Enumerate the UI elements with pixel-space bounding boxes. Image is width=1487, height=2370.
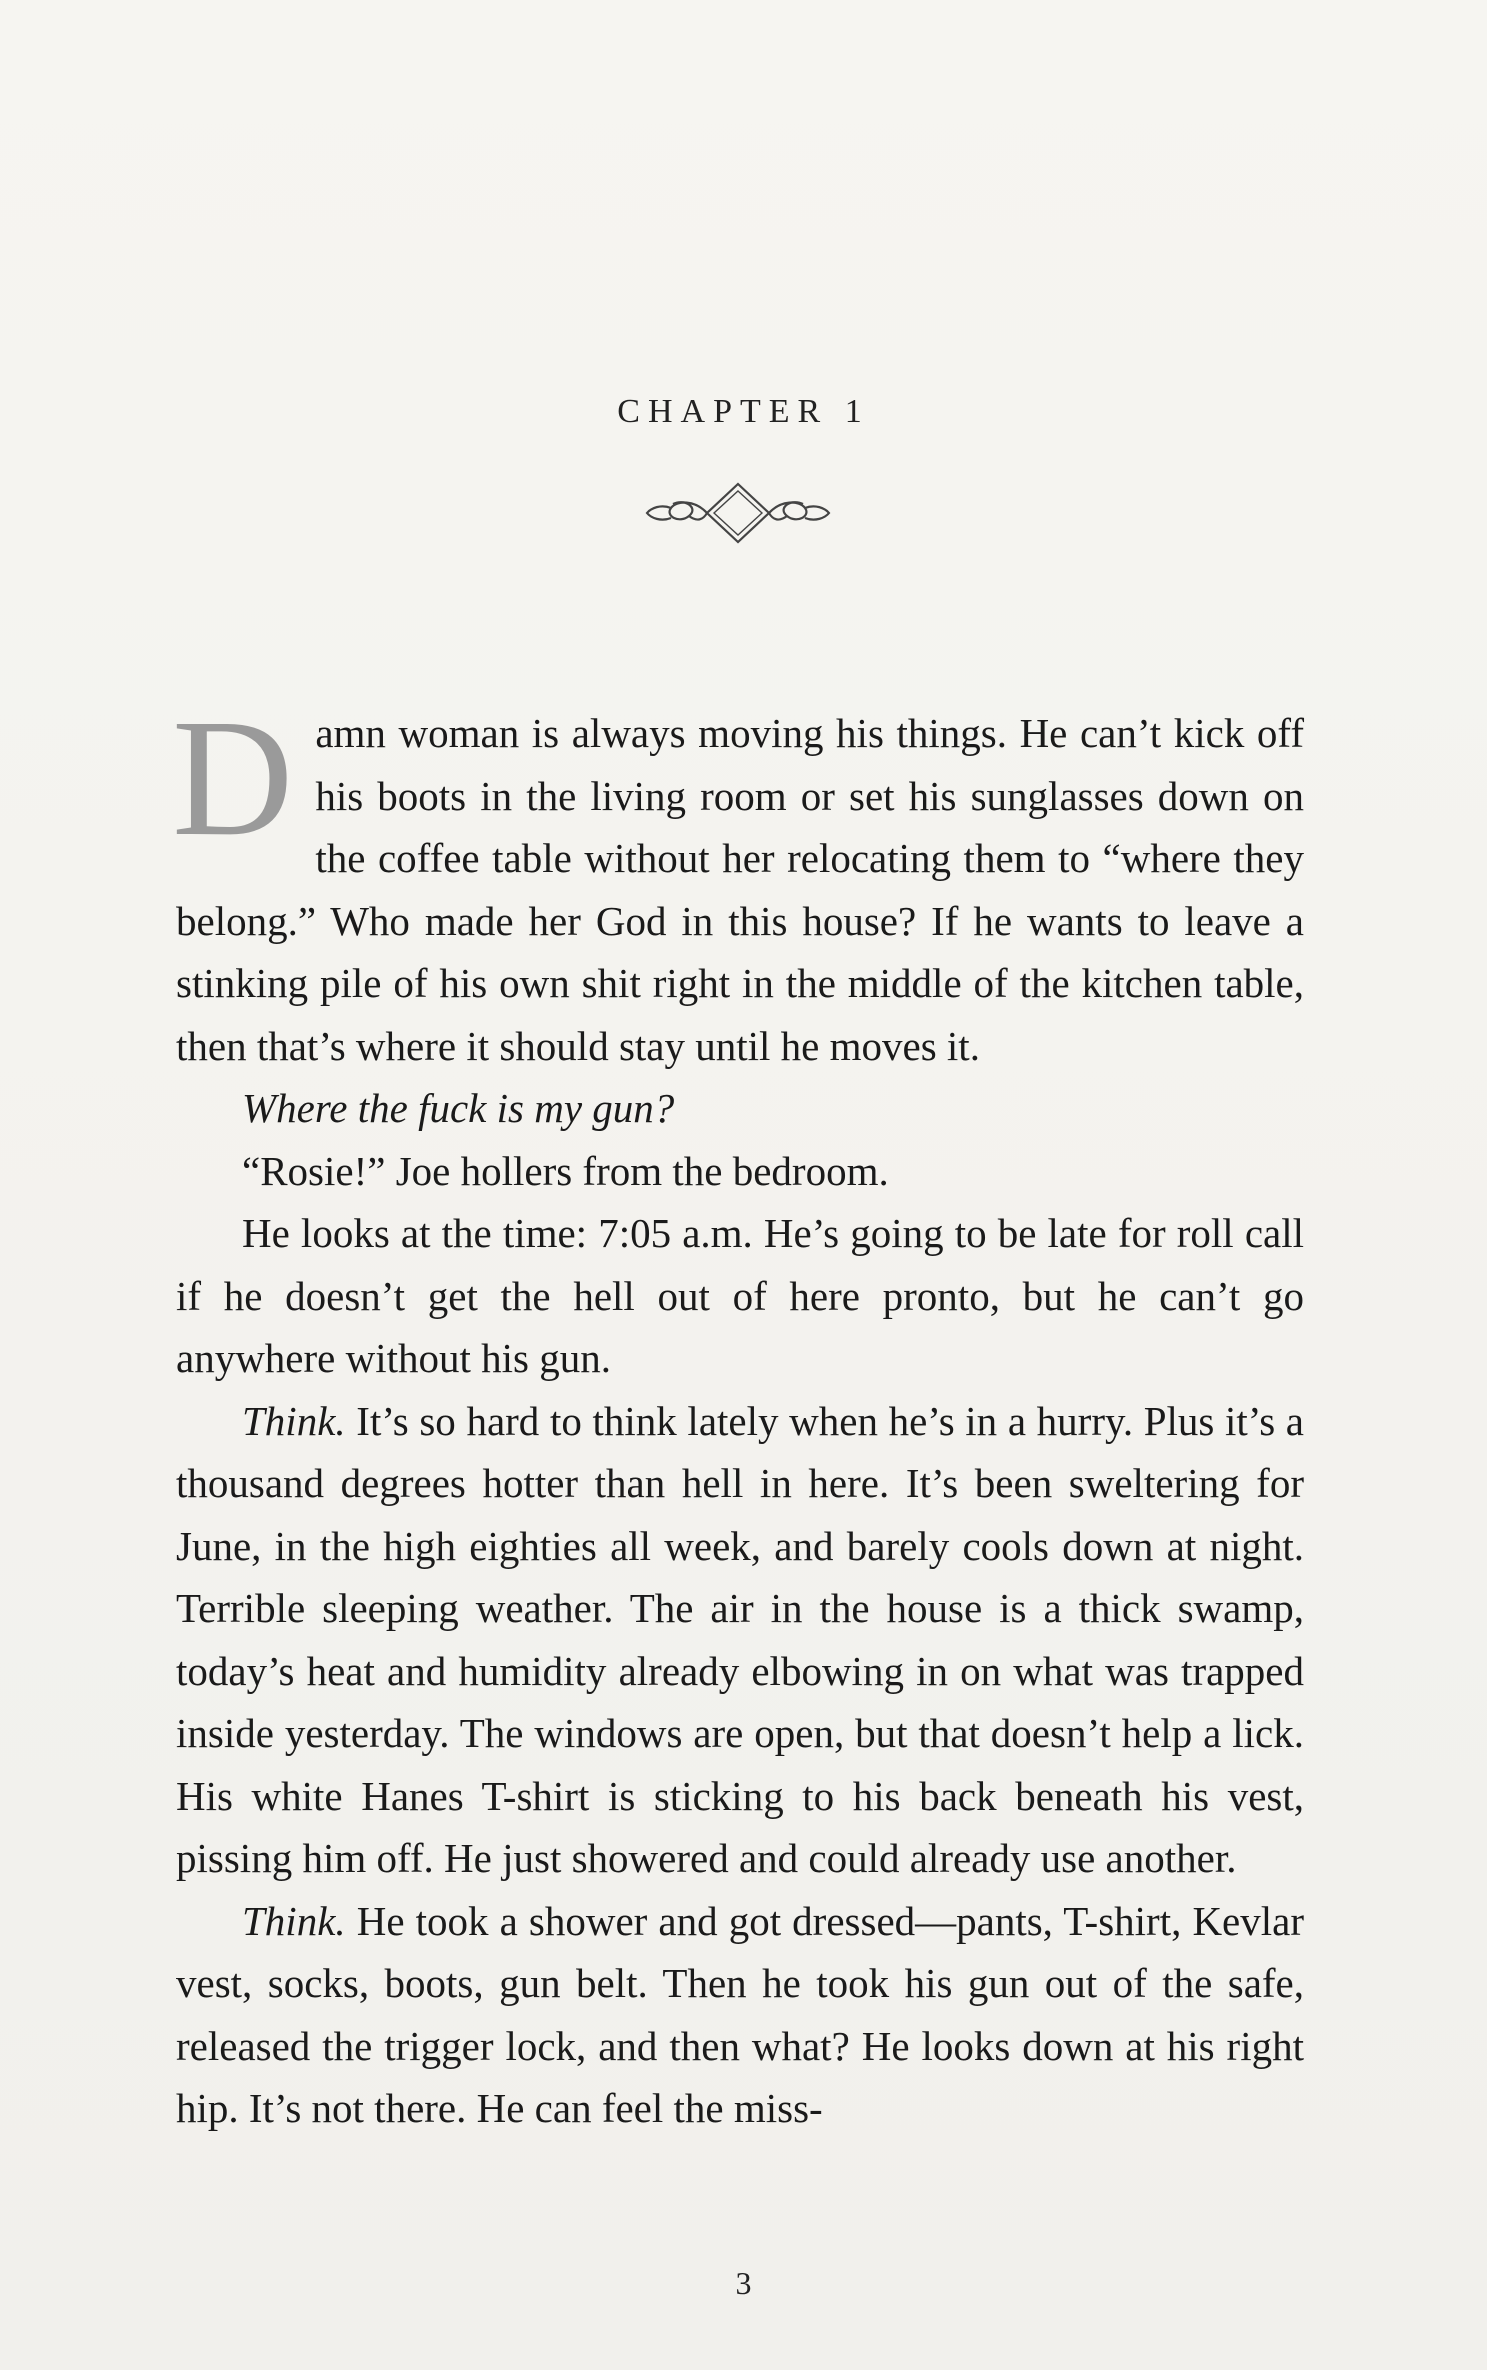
paragraph-1-text: amn woman is always moving his things. He can’t kick off his boots in the living room or set his sunglasses down on the coffee table without her relocating them to “where they belong.” Who made her God in this house? If he wants to leave a stinking pile of his own shit right in the middle of the kitchen table, then that’s where it should stay until he moves it.: [176, 710, 1304, 1069]
paragraph-5-italic: Think.: [242, 1397, 346, 1444]
paragraph-5: [176, 1390, 1304, 1890]
chapter-heading: CHAPTER 1: [617, 393, 870, 430]
page-number: 3: [735, 2265, 752, 2301]
paragraph-2-italic: Where the fuck is my gun?: [242, 1085, 675, 1131]
chapter-body-text: [172, 685, 1304, 2140]
paragraph-6-text: He took a shower and got dressed—pants, T-shirt, Kevlar vest, socks, boots, gun belt. Then he took his gun out of the safe, released the trigger lock, and then what? He looks down at his right hip. It’s not there. He can feel the miss-: [176, 1897, 1304, 2131]
paragraph-6-italic: Think.: [242, 1897, 346, 1944]
paragraph-2: [176, 1077, 1304, 1140]
paragraph-3: “Rosie!” Joe hollers from the bedroom.: [242, 1147, 889, 1194]
chapter-ornament-icon: [643, 478, 833, 548]
paragraph-5-text: It’s so hard to think lately when he’s in a hurry. Plus it’s a thousand degrees hotter than hell in here. It’s been sweltering for June, in the high eighties all week, and barely cools down at night. Terrible sleeping weather. The air in the house is a thick swamp, today’s heat and humidity already elbowing in on what was trapped inside yesterday. The windows are open, but that doesn’t help a lick. His white Hanes T-shirt is sticking to his back beneath his vest, pissing him off. He just showered and could already use another.: [176, 1397, 1304, 1881]
drop-cap-letter: D: [172, 685, 294, 871]
paragraph-1: [172, 685, 1304, 1077]
paragraph-4: He looks at the time: 7:05 a.m. He’s going to be late for roll call if he doesn’t get the hell out of here pronto, but he can’t go anywhere without his gun.: [176, 1210, 1304, 1381]
paragraph-6: [176, 1890, 1304, 2140]
